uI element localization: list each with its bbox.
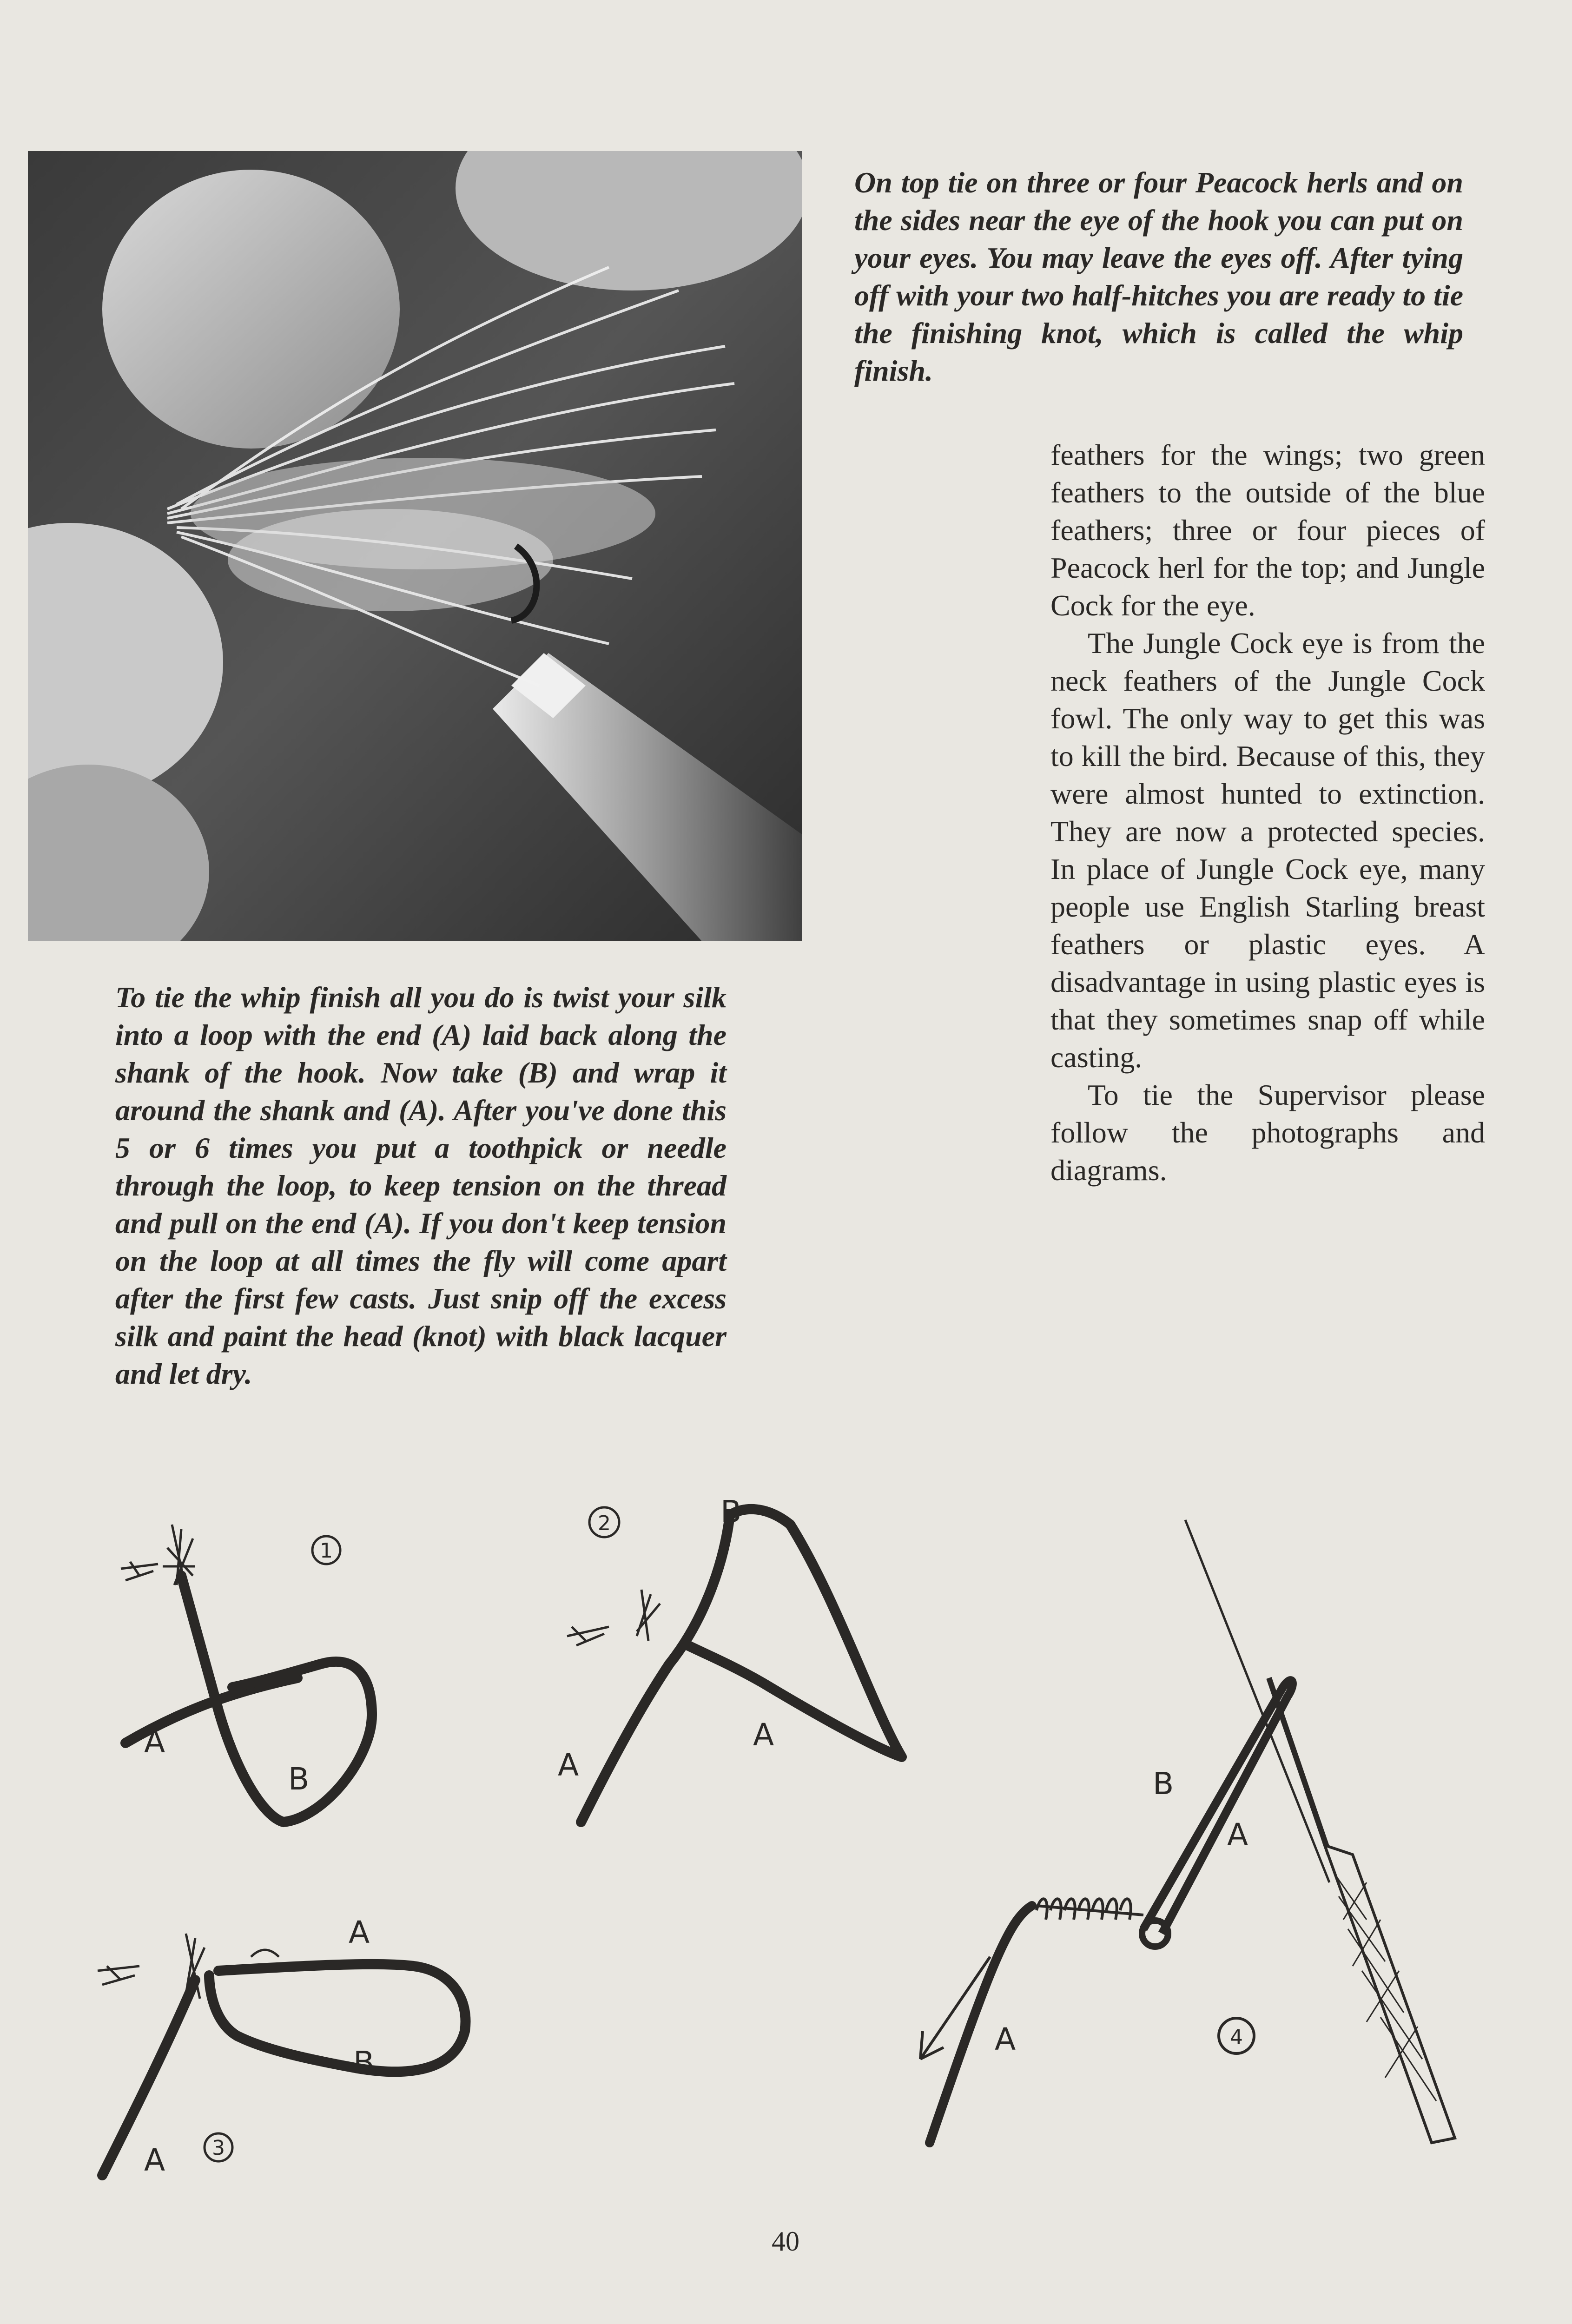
- label-a: A: [753, 1717, 774, 1753]
- body-text-column: [1050, 436, 1485, 1189]
- caption-whip-finish: To tie the whip finish all you do is twist your silk into a loop with the end (A) laid back along the shank of the hook. Now take (B) and wrap it around the shank and (A). After you've done this 5 or 6 times you put a toothpick or needle through the loop, to keep tension on the thread and pull on the end (A). If you don't keep tension on the loop at all times the fly will come apart after the first few casts. Just snip off the excess silk and paint the head (knot) with black lacquer and let dry.: [115, 981, 727, 1390]
- label-a: A: [558, 1747, 579, 1783]
- page-number: 40: [772, 2226, 799, 2257]
- photo-illustration: [28, 151, 802, 941]
- label-b: B: [288, 1761, 310, 1797]
- fly-tying-photo: [28, 151, 802, 941]
- body-paragraph: To tie the Supervisor please follow the photographs and diagrams.: [1050, 1078, 1485, 1187]
- label-a: A: [349, 1915, 370, 1950]
- thumb-shape: [102, 170, 400, 449]
- caption-top: On top tie on three or four Peacock herls and on the sides near the eye of the hook you can put on your eyes. You may leave the eyes off. After tying off with your two half-hitches you are ready to tie the finishing knot, which is called the whip finish.: [854, 166, 1463, 387]
- diagram-number: 4: [1230, 2026, 1243, 2049]
- diagram-3-drawing: [88, 1906, 497, 2194]
- body-paragraph: The Jungle Cock eye is from the neck feathers of the Jungle Cock fowl. The only way to get this was to kill the bird. Because of this, they were almost hunted to extinction. They are now a protected species. In place of Jungle Cock eye, many people use English Starling breast feathers or plastic eyes. A disadvantage in using plastic eyes is that they sometimes snap off while casting.: [1050, 627, 1485, 1074]
- diagram-number: 2: [598, 1512, 611, 1535]
- label-b: B: [720, 1494, 742, 1530]
- diagram-2-drawing: [548, 1487, 920, 1841]
- diagram-4-drawing: [883, 1501, 1487, 2152]
- label-b: B: [353, 2045, 375, 2080]
- label-b: B: [1153, 1766, 1174, 1802]
- whip-finish-diagram-2: [548, 1487, 920, 1841]
- label-a: A: [995, 2021, 1016, 2057]
- label-a: A: [144, 1724, 165, 1760]
- whip-finish-diagram-1: [112, 1515, 409, 1855]
- diagram-number: 3: [212, 2136, 225, 2160]
- label-a: A: [144, 2142, 165, 2178]
- body-paragraph: feathers for the wings; two green feathers to the outside of the blue feathers; three or four pieces of Peacock herl for the top; and Jungle Cock for the eye.: [1050, 438, 1485, 622]
- whip-finish-diagram-3: [88, 1906, 497, 2194]
- diagram-1-drawing: [112, 1515, 409, 1855]
- label-a: A: [1227, 1817, 1248, 1853]
- diagram-number: 1: [320, 1539, 333, 1563]
- whip-finish-diagram-4: [883, 1501, 1487, 2152]
